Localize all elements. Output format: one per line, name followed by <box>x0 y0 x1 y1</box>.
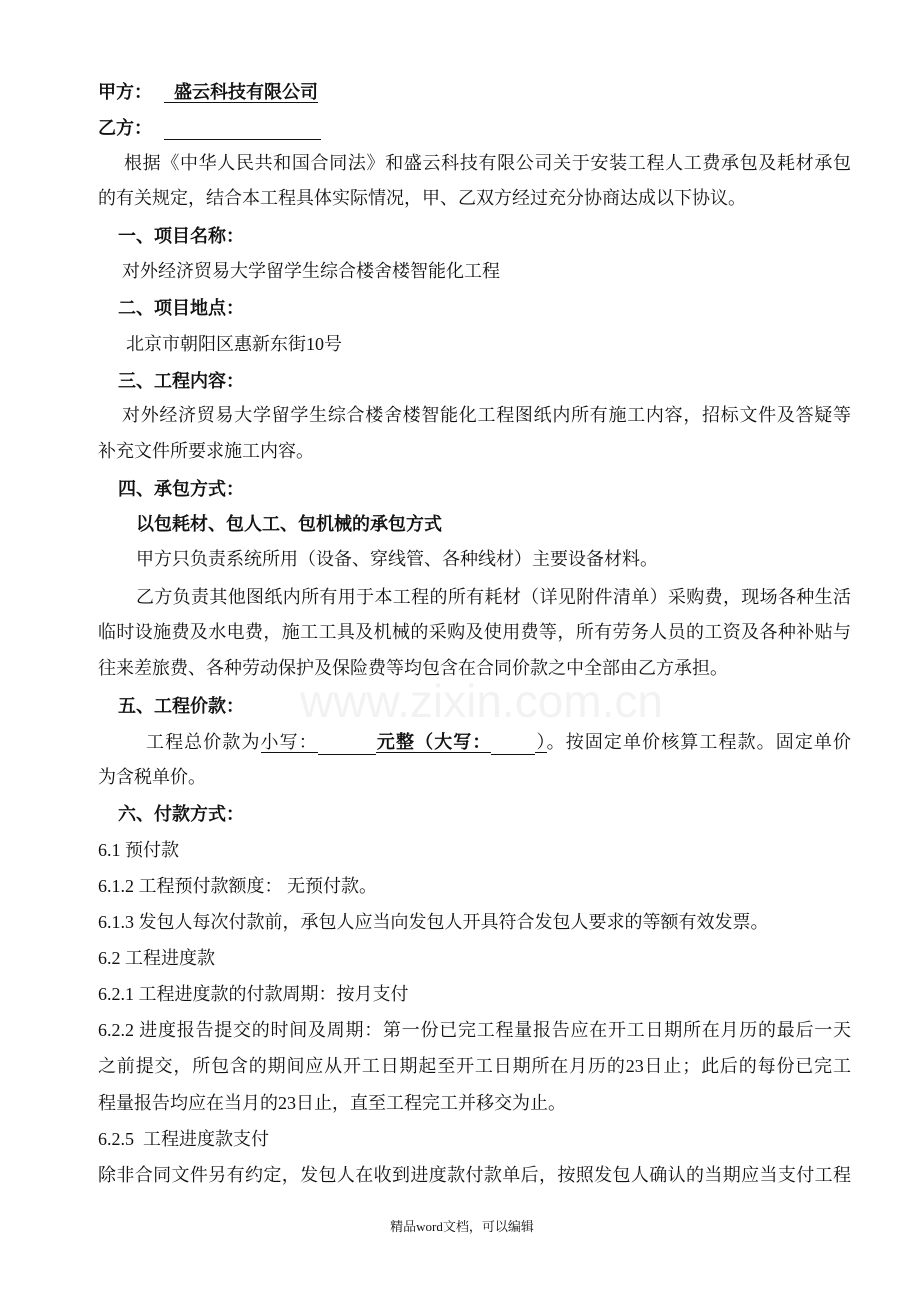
payment-line-10: 除非合同文件另有约定，发包人在收到进度款付款单后，按照发包人确认的当期应当支付工程 <box>98 1165 851 1185</box>
price-close: ） <box>535 732 547 752</box>
intro-line-1: 根据《中华人民共和国合同法》和盛云科技有限公司关于安装工程人工费承包及耗材承包 <box>124 153 851 173</box>
party-a-duty-text: 甲方只负责系统所用（设备、穿线管、各种线材）主要设备材料。 <box>136 549 658 569</box>
party-a-company: 盛云科技有限公司 <box>164 82 318 103</box>
page-footer: 精品word文档，可以编辑 <box>390 1219 534 1234</box>
payment-line-3: 6.1.3 发包人每次付款前，承包人应当向发包人开具符合发包人要求的等额有效发票。 <box>98 912 769 932</box>
section-heading-project-location: 二、项目地点： <box>118 298 244 318</box>
section-heading-project-name: 一、项目名称： <box>118 226 244 246</box>
payment-line-8: 程量报告均应在当月的23日止，直至工程完工并移交为止。 <box>98 1093 566 1113</box>
work-content-line-2: 补充文件所要求施工内容。 <box>98 441 314 461</box>
party-b-duty-line-2: 临时设施费及水电费，施工工具及机械的采购及使用费等，所有劳务人员的工资及各种补贴与 <box>98 622 851 642</box>
price-upper-label: 元整（大写： <box>375 732 492 752</box>
party-a-label: 甲方： <box>98 82 152 102</box>
section-heading-work-content: 三、工程内容： <box>118 371 244 391</box>
contract-mode-text: 以包耗材、包人工、包机械的承包方式 <box>136 514 442 534</box>
project-name-text: 对外经济贸易大学留学生综合楼舍楼智能化工程 <box>122 261 500 281</box>
payment-line-9: 6.2.5 工程进度款支付 <box>98 1129 269 1149</box>
section-heading-contract-mode: 四、承包方式： <box>118 479 244 499</box>
price-prefix: 工程总价款为 <box>146 732 261 752</box>
section-heading-price: 五、工程价款： <box>118 696 244 716</box>
project-location-text: 北京市朝阳区惠新东街10号 <box>126 334 342 354</box>
intro-line-2: 的有关规定，结合本工程具体实际情况，甲、乙双方经过充分协商达成以下协议。 <box>98 188 746 208</box>
payment-line-2: 6.1.2 工程预付款额度： 无预付款。 <box>98 876 377 896</box>
work-content-line-1: 对外经济贸易大学留学生综合楼舍楼智能化工程图纸内所有施工内容，招标文件及答疑等 <box>122 405 851 425</box>
party-b-duty-line-1: 乙方负责其他图纸内所有用于本工程的所有耗材（详见附件清单）采购费，现场各种生活 <box>136 587 851 607</box>
price-line <box>146 730 851 755</box>
watermark: www.zixin.com.cn <box>300 675 663 727</box>
party-b-blank <box>164 119 321 140</box>
price-lower-label: 小写： <box>260 732 318 752</box>
section-heading-payment: 六、付款方式： <box>118 804 244 824</box>
party-b-duty-line-3: 往来差旅费、各种劳动保护及保险费等均包含在合同价款之中全部由乙方承担。 <box>98 658 728 678</box>
price-line-2: 为含税单价。 <box>98 767 206 787</box>
party-b-label: 乙方： <box>98 118 152 138</box>
payment-line-6: 6.2.2 进度报告提交的时间及周期：第一份已完工程量报告应在开工日期所在月历的最后一天 <box>98 1020 851 1040</box>
price-upper-blank <box>491 734 535 755</box>
payment-line-5: 6.2.1 工程进度款的付款周期：按月支付 <box>98 984 409 1004</box>
price-suffix: 。按固定单价核算工程款。固定单价 <box>546 732 852 752</box>
payment-line-4: 6.2 工程进度款 <box>98 948 215 968</box>
party-a-line <box>98 80 318 104</box>
party-b-line <box>98 116 321 140</box>
payment-line-1: 6.1 预付款 <box>98 840 179 860</box>
price-lower-blank <box>318 734 376 755</box>
payment-line-7: 之前提交，所包含的期间应从开工日期起至开工日期所在月历的23日止；此后的每份已完工 <box>98 1056 851 1076</box>
